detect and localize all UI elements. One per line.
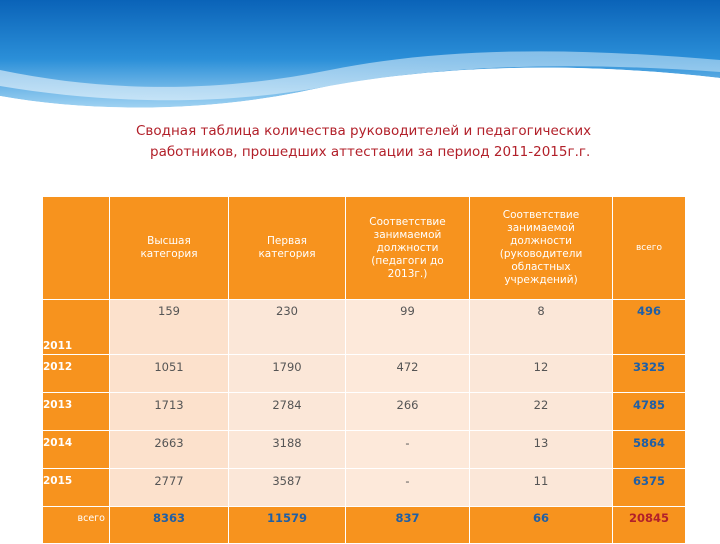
totals-label: всего <box>43 507 110 544</box>
table-row <box>43 431 686 469</box>
header-cell-position-heads: Соответствие занимаемой должности (руководители областных учреждений) <box>470 197 613 300</box>
grand-total: 20845 <box>613 507 686 544</box>
value-cell: 22 <box>470 393 613 431</box>
value-cell: 159 <box>110 300 229 355</box>
table-row <box>43 355 686 393</box>
table-row <box>43 300 686 355</box>
table-row <box>43 469 686 507</box>
value-cell: 230 <box>229 300 346 355</box>
total-position-heads: 66 <box>470 507 613 544</box>
year-cell: 2011 <box>43 300 110 355</box>
year-cell: 2012 <box>43 355 110 393</box>
row-total-cell: 6375 <box>613 469 686 507</box>
value-cell: 8 <box>470 300 613 355</box>
value-cell: 2663 <box>110 431 229 469</box>
value-cell: - <box>346 469 470 507</box>
value-cell: 266 <box>346 393 470 431</box>
row-total-cell: 5864 <box>613 431 686 469</box>
year-cell: 2014 <box>43 431 110 469</box>
title-line-1: Сводная таблица количества руководителей и педагогических <box>136 123 592 139</box>
header-cell-position-teachers: Соответствие занимаемой должности (педагоги до 2013г.) <box>346 197 470 300</box>
value-cell: 2777 <box>110 469 229 507</box>
value-cell: 13 <box>470 431 613 469</box>
value-cell: 2784 <box>229 393 346 431</box>
row-total-cell: 4785 <box>613 393 686 431</box>
header-row <box>43 197 686 300</box>
total-highest-category: 8363 <box>110 507 229 544</box>
year-cell: 2013 <box>43 393 110 431</box>
row-total-cell: 496 <box>613 300 686 355</box>
value-cell: 12 <box>470 355 613 393</box>
table-row <box>43 393 686 431</box>
value-cell: 99 <box>346 300 470 355</box>
page-title <box>120 121 660 163</box>
attestation-summary-table <box>42 196 686 544</box>
year-cell: 2015 <box>43 469 110 507</box>
value-cell: 1790 <box>229 355 346 393</box>
value-cell: - <box>346 431 470 469</box>
header-cell-corner <box>43 197 110 300</box>
totals-row <box>43 507 686 544</box>
header-wave-banner <box>0 0 720 135</box>
value-cell: 472 <box>346 355 470 393</box>
header-cell-total: всего <box>613 197 686 300</box>
title-line-2: работников, прошедших аттестации за период 2011-2015г.г. <box>150 144 591 160</box>
value-cell: 3188 <box>229 431 346 469</box>
value-cell: 11 <box>470 469 613 507</box>
value-cell: 3587 <box>229 469 346 507</box>
total-first-category: 11579 <box>229 507 346 544</box>
value-cell: 1051 <box>110 355 229 393</box>
header-cell-highest-category: Высшая категория <box>110 197 229 300</box>
value-cell: 1713 <box>110 393 229 431</box>
header-cell-first-category: Первая категория <box>229 197 346 300</box>
total-position-teachers: 837 <box>346 507 470 544</box>
row-total-cell: 3325 <box>613 355 686 393</box>
